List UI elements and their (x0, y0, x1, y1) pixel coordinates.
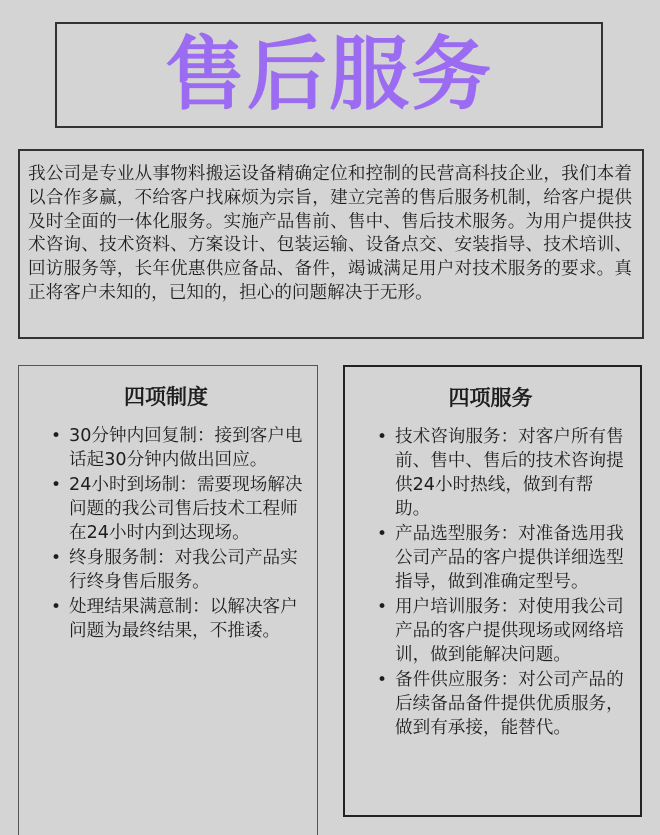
four-systems-title: 四项制度 (124, 385, 208, 409)
bullet-icon: • (51, 426, 62, 446)
four-services-list (355, 425, 626, 740)
list-item (355, 522, 626, 594)
title-box (55, 22, 603, 128)
list-item (29, 595, 303, 643)
intro-paragraph: 我公司是专业从事物料搬运设备精确定位和控制的民营高科技企业，我们本着以合作多赢，不给客户找麻烦为宗旨，建立完善的售后服务机制，给客户提供及时全面的一体化服务。实施产品售前、售中、售后技术服务。为用户提供技术咨询、技术资料、方案设计、包装运输、设备点交、安装指导、技术培训、回访服务等，长年优惠供应备品、备件，竭诚满足用户对技术服务的要求。真正将客户未知的，已知的，担心的问题解决于无形。 (28, 164, 632, 303)
page-title: 售后服务 (165, 28, 493, 121)
four-systems-panel (18, 365, 318, 835)
list-item-text: 技术咨询服务：对客户所有售前、售中、售后的技术咨询提供24小时热线，做到有帮助。 (395, 427, 624, 519)
list-item-text: 30分钟内回复制：接到客户电话起30分钟内做出回应。 (69, 426, 303, 470)
bullet-icon: • (377, 597, 388, 617)
list-item (29, 473, 303, 545)
list-item-text: 24小时到场制：需要现场解决问题的我公司售后技术工程师在24小时内到达现场。 (69, 475, 303, 543)
intro-box (18, 149, 644, 339)
bullet-icon: • (51, 597, 62, 617)
list-item-text: 备件供应服务：对公司产品的后续备品备件提供优质服务，做到有承接，能替代。 (395, 670, 624, 738)
four-services-title: 四项服务 (448, 386, 533, 410)
bullet-icon: • (377, 670, 388, 690)
list-item (355, 668, 626, 740)
list-item-text: 处理结果满意制：以解决客户问题为最终结果，不推诿。 (69, 597, 298, 641)
bullet-icon: • (377, 427, 388, 447)
list-item-text: 终身服务制：对我公司产品实行终身售后服务。 (69, 548, 298, 592)
list-item (29, 424, 303, 472)
four-services-panel (343, 365, 642, 817)
list-item-text: 产品选型服务：对准备选用我公司产品的客户提供详细选型指导，做到准确定型号。 (395, 524, 624, 592)
list-item-text: 用户培训服务：对使用我公司产品的客户提供现场或网络培训，做到能解决问题。 (395, 597, 624, 665)
list-item (355, 425, 626, 521)
bullet-icon: • (377, 524, 388, 544)
four-systems-list (29, 424, 303, 643)
list-item (29, 546, 303, 594)
bullet-icon: • (51, 475, 62, 495)
bullet-icon: • (51, 548, 62, 568)
list-item (355, 595, 626, 667)
